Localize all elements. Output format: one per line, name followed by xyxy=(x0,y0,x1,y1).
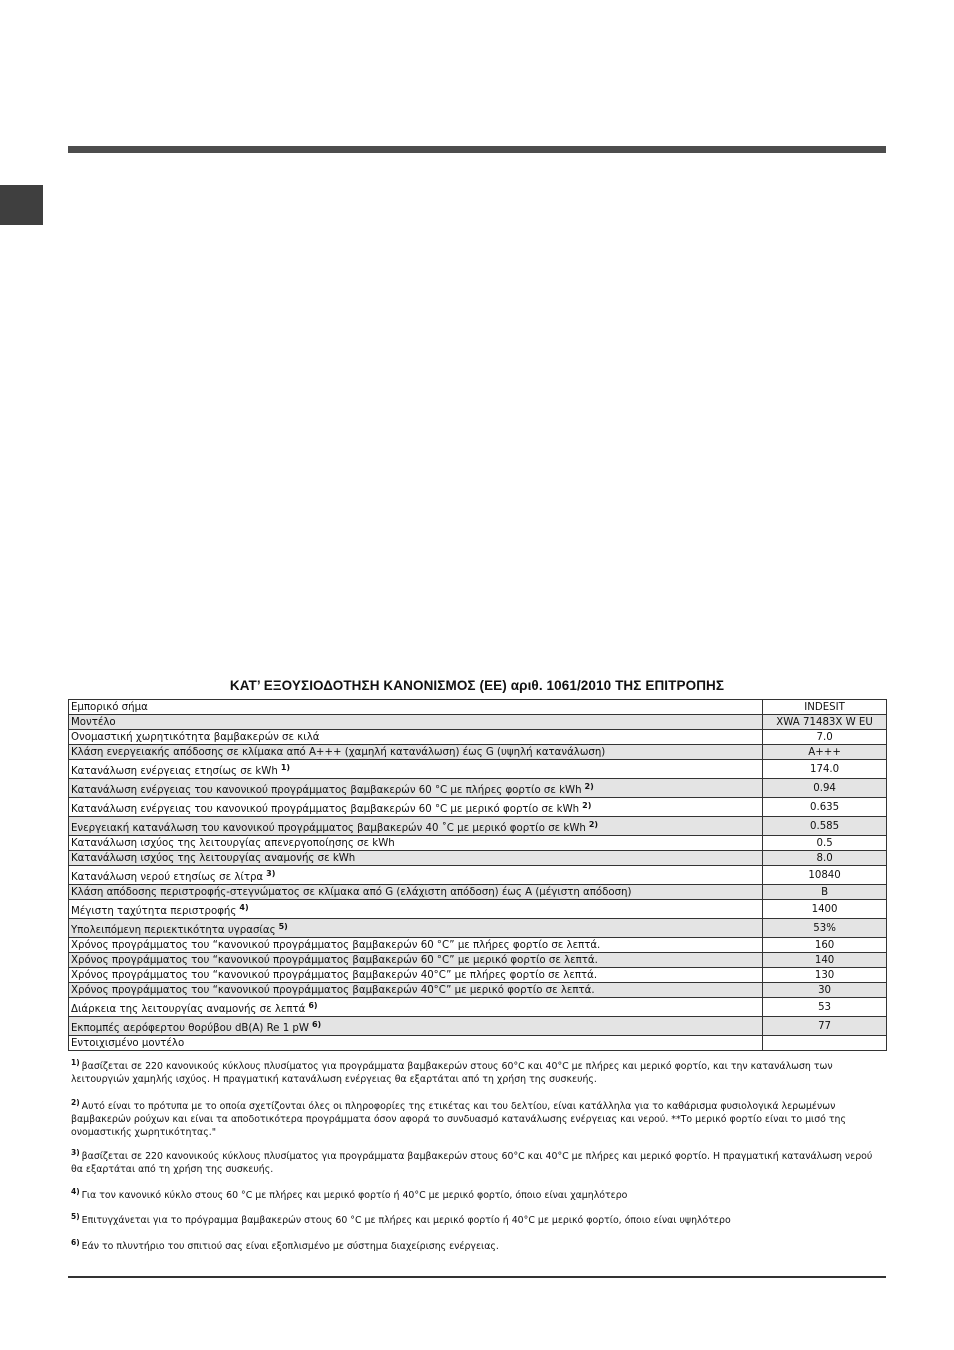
row-label-cell xyxy=(69,1036,763,1051)
row-value: 160 xyxy=(763,938,887,953)
row-label-cell xyxy=(69,700,763,715)
footnote-ref: 3) xyxy=(266,869,276,878)
row-label: Μοντέλο xyxy=(71,716,116,728)
row-label: Κλάση απόδοσης περιστροφής-στεγνώματος σε κλίμακα από G (ελάχιστη απόδοση) έως A (μέγιστη απόδοση) xyxy=(71,886,632,898)
row-value: 174.0 xyxy=(763,760,887,779)
footnote-3 xyxy=(71,1150,887,1176)
row-label: Κλάση ενεργειακής απόδοσης σε κλίμακα από A+++ (χαμηλή κατανάλωση) έως G (υψηλή κατανάλωση) xyxy=(71,746,606,758)
row-label-cell xyxy=(69,1017,763,1036)
row-value: 130 xyxy=(763,968,887,983)
footnote-text: Για τον κανονικό κύκλο στους 60 °C με πλήρες και μερικό φορτίο ή 40°C με μερικό φορτίο, όποιο είναι χαμηλότερο xyxy=(81,1190,628,1201)
row-value: 7.0 xyxy=(763,730,887,745)
row-label-cell xyxy=(69,983,763,998)
footnote-ref: 6) xyxy=(308,1001,318,1010)
row-label: Εντοιχισμένο μοντέλο xyxy=(71,1037,185,1049)
row-label-cell xyxy=(69,919,763,938)
side-tab-marker xyxy=(0,185,43,225)
row-label: Κατανάλωση ενέργειας ετησίως σε kWh xyxy=(71,766,278,777)
row-value: XWA 71483X W EU xyxy=(763,715,887,730)
footnote-text: βασίζεται σε 220 κανονικούς κύκλους πλυσίματος για προγράμματα βαμβακερών στους 60°C και 40°C με πλήρες και μερικό φορτίο. Η πραγματική κατανάλωση νερού θα εξαρτάται από τη χρήση της συσκευής. xyxy=(71,1151,873,1175)
footnote-ref: 2) xyxy=(582,801,592,810)
table-row xyxy=(69,938,887,953)
footnote-mark: 5) xyxy=(71,1212,80,1221)
footnote-mark: 3) xyxy=(71,1148,80,1157)
table-row xyxy=(69,715,887,730)
row-value: 10840 xyxy=(763,866,887,885)
table-row xyxy=(69,851,887,866)
footnote-mark: 2) xyxy=(71,1098,80,1107)
row-label-cell xyxy=(69,798,763,817)
row-label-cell xyxy=(69,851,763,866)
row-label-cell xyxy=(69,938,763,953)
row-label: Μέγιστη ταχύτητα περιστροφής xyxy=(71,906,237,917)
table-row xyxy=(69,836,887,851)
table-row xyxy=(69,953,887,968)
footnote-ref: 2) xyxy=(584,782,594,791)
table-row xyxy=(69,998,887,1017)
row-label: Εμπορικό σήμα xyxy=(71,701,148,713)
row-label: Κατανάλωση ενέργειας του κανονικού προγράμματος βαμβακερών 60 °C με πλήρες φορτίο σε kWh xyxy=(71,785,582,796)
row-label: Κατανάλωση ισχύος της λειτουργίας απενεργοποίησης σε kWh xyxy=(71,837,395,849)
row-value: 0.94 xyxy=(763,779,887,798)
row-label-cell xyxy=(69,900,763,919)
row-label: Ονομαστική χωρητικότητα βαμβακερών σε κιλά xyxy=(71,731,320,743)
row-label-cell xyxy=(69,866,763,885)
footnote-text: βασίζεται σε 220 κανονικούς κύκλους πλυσίματος για προγράμματα βαμβακερών στους 60°C και 40°C με πλήρες και μερικό φορτίο, και την κατανάλωση των λειτουργιών χαμηλής ισχύος. Η πραγματική κατανάλωση ενέργειας θα εξαρτάται από τη χρήση της συσκευής. xyxy=(71,1061,833,1085)
table-row xyxy=(69,730,887,745)
table-row xyxy=(69,885,887,900)
row-value: 140 xyxy=(763,953,887,968)
row-value: 0.635 xyxy=(763,798,887,817)
table-row xyxy=(69,817,887,836)
row-label: Χρόνος προγράμματος του “κανονικού προγράμματος βαμβακερών 60 °C” με πλήρες φορτίο σε λεπτά. xyxy=(71,939,601,951)
row-value: 8.0 xyxy=(763,851,887,866)
table-row xyxy=(69,745,887,760)
footnote-6 xyxy=(71,1240,887,1253)
table-row xyxy=(69,700,887,715)
row-label-cell xyxy=(69,817,763,836)
footnote-mark: 4) xyxy=(71,1187,80,1196)
footnote-text: Εάν το πλυντήριο του σπιτιού σας είναι εξοπλισμένο με σύστημα διαχείρισης ενέργειας. xyxy=(81,1241,499,1252)
table-row xyxy=(69,760,887,779)
row-label: Χρόνος προγράμματος του “κανονικού προγράμματος βαμβακερών 60 °C” με μερικό φορτίο σε λεπτά. xyxy=(71,954,598,966)
table-row xyxy=(69,1036,887,1051)
table-row xyxy=(69,798,887,817)
row-label-cell xyxy=(69,836,763,851)
row-label: Διάρκεια της λειτουργίας αναμονής σε λεπτά xyxy=(71,1004,306,1015)
row-value: 30 xyxy=(763,983,887,998)
row-label: Κατανάλωση ισχύος της λειτουργίας αναμονής σε kWh xyxy=(71,852,356,864)
row-label-cell xyxy=(69,953,763,968)
footnote-ref: 4) xyxy=(239,903,249,912)
footnote-mark: 1) xyxy=(71,1058,80,1067)
row-label-cell xyxy=(69,998,763,1017)
footnote-ref: 5) xyxy=(278,922,288,931)
row-label-cell xyxy=(69,779,763,798)
row-value: 0.5 xyxy=(763,836,887,851)
row-value: 53% xyxy=(763,919,887,938)
row-label: Ενεργειακή κατανάλωση του κανονικού προγράμματος βαμβακερών 40 ˚C με μερικό φορτίο σε kWh xyxy=(71,823,586,834)
row-value: INDESIT xyxy=(763,700,887,715)
table-row xyxy=(69,983,887,998)
footnote-mark: 6) xyxy=(71,1238,80,1247)
row-label-cell xyxy=(69,968,763,983)
row-value: A+++ xyxy=(763,745,887,760)
row-value: B xyxy=(763,885,887,900)
row-label-cell xyxy=(69,730,763,745)
row-value: 77 xyxy=(763,1017,887,1036)
footnote-text: Επιτυγχάνεται για το πρόγραμμα βαμβακερών στους 60 °C με πλήρες και μερικό φορτίο ή 40°C με μερικό φορτίο, όποιο είναι υψηλότερο xyxy=(81,1215,731,1226)
table-row xyxy=(69,919,887,938)
footnote-5 xyxy=(71,1214,887,1227)
table-row xyxy=(69,1017,887,1036)
row-value: 1400 xyxy=(763,900,887,919)
row-value xyxy=(763,1036,887,1051)
footnote-1 xyxy=(71,1060,887,1086)
row-label-cell xyxy=(69,760,763,779)
row-label: Χρόνος προγράμματος του “κανονικού προγράμματος βαμβακερών 40°C” με πλήρες φορτίο σε λεπτά. xyxy=(71,969,598,981)
row-label: Κατανάλωση νερού ετησίως σε λίτρα xyxy=(71,872,264,883)
footnote-4 xyxy=(71,1189,887,1202)
spec-table xyxy=(68,699,887,1051)
footnote-text: Αυτό είναι το πρότυπα με το οποία σχετίζονται όλες οι πληροφορίες της ετικέτας και του δελτίου, είναι κατάλληλα για το καθάρισμα φυσιολογικά λερωμένων βαμβακερών ρούχων και είναι τα αποδοτικότερα προγράμματα όσον αφορά το συνδυασμό κατανάλωσης ενέργειας και νερού. **Το μερικό φορτίο είναι το μισό της ονομαστικής χωρητικότητας." xyxy=(71,1101,846,1138)
row-label-cell xyxy=(69,745,763,760)
footnote-ref: 1) xyxy=(280,763,291,772)
table-row xyxy=(69,968,887,983)
footnote-ref: 2) xyxy=(588,820,599,829)
bottom-rule xyxy=(68,1276,886,1278)
footnote-ref: 6) xyxy=(311,1020,322,1029)
row-label: Κατανάλωση ενέργειας του κανονικού προγράμματος βαμβακερών 60 °C με μερικό φορτίο σε kWh xyxy=(71,804,580,815)
row-label: Υπολειπόμενη περιεκτικότητα υγρασίας xyxy=(71,925,276,936)
table-row xyxy=(69,900,887,919)
table-row xyxy=(69,779,887,798)
row-label: Χρόνος προγράμματος του “κανονικού προγράμματος βαμβακερών 40°C” με μερικό φορτίο σε λεπτά. xyxy=(71,984,595,996)
footnote-2 xyxy=(71,1100,887,1139)
row-value: 0.585 xyxy=(763,817,887,836)
top-rule xyxy=(68,146,886,153)
row-label-cell xyxy=(69,715,763,730)
row-label-cell xyxy=(69,885,763,900)
row-value: 53 xyxy=(763,998,887,1017)
table-row xyxy=(69,866,887,885)
regulation-title: ΚΑΤ’ ΕΞΟΥΣΙΟΔΟΤΗΣΗ ΚΑΝΟΝΙΣΜΟΣ (ΕΕ) αριθ. 1061/2010 ΤΗΣ ΕΠΙΤΡΟΠΗΣ xyxy=(229,678,725,693)
row-label: Εκπομπές αερόφερτου θορύβου dB(A) Re 1 pW xyxy=(71,1023,309,1034)
